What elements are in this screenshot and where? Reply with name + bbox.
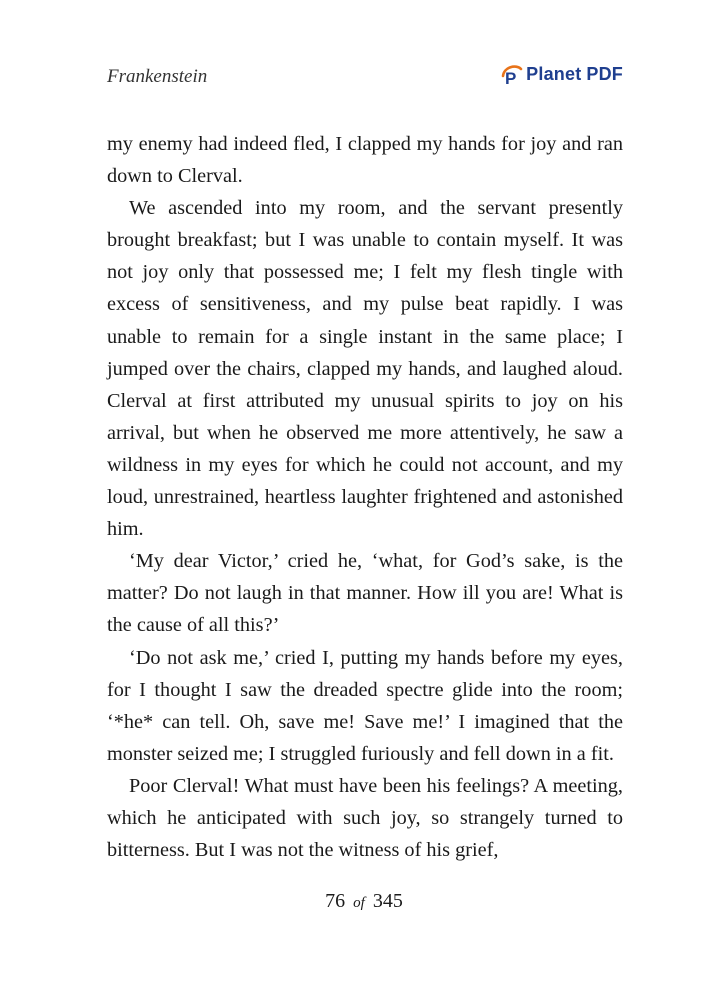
page-header [107, 58, 623, 94]
paragraph: my enemy had indeed fled, I clapped my hands for joy and ran down to Clerval. [107, 133, 623, 188]
planet-pdf-logo[interactable] [500, 62, 623, 86]
running-title: Frankenstein [107, 66, 208, 87]
paragraph: Poor Clerval! What must have been his feelings? A meeting, which he anticipated with such joy, so strangely turned to bitterness. But I was not the witness of his grief, [107, 774, 623, 862]
page-total: 345 [372, 890, 403, 912]
page-of-label: of [353, 895, 365, 911]
body-text [107, 128, 623, 866]
page-current: 76 [325, 890, 346, 912]
logo-word-planet: Planet [526, 63, 582, 84]
page-number [0, 890, 728, 913]
svg-text:P: P [505, 69, 517, 86]
paragraph: ‘My dear Victor,’ cried he, ‘what, for God’s sake, is the matter? Do not laugh in that manner. How ill you are! What is the cause of all this?’ [107, 550, 623, 637]
paragraph: We ascended into my room, and the servant presently brought breakfast; but I was unable to contain myself. It was not joy only that possessed me; I felt my flesh tingle with excess of sensitiveness, and my pulse beat rapidly. I was unable to remain for a single instant in the same place; I jumped over the chairs, clapped my hands, and laughed aloud. Clerval at first attributed my unusual spirits to joy on his arrival, but when he observed me more attentively, he saw a wildness in my eyes for which he could not account, and my loud, unrestrained, heartless laughter frightened and astonished him. [107, 197, 623, 541]
planet-pdf-logo-icon [500, 62, 524, 86]
logo-word-pdf: PDF [586, 63, 623, 84]
paragraph: ‘Do not ask me,’ cried I, putting my hands before my eyes, for I thought I saw the dreaded spectre glide into the room; ‘*he* can tell. Oh, save me! Save me!’ I imagined that the monster seized me; I struggled furiously and fell down in a fit. [107, 646, 623, 765]
